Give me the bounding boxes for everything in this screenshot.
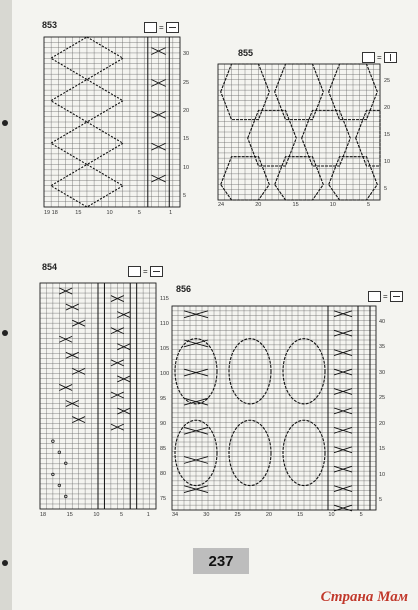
row-number: 80 [160, 471, 167, 478]
column-number: 15 [66, 512, 73, 518]
row-number: 20 [384, 104, 391, 111]
chart-853-legend: = [144, 22, 179, 33]
column-number: 25 [234, 512, 241, 518]
column-number: 5 [367, 202, 371, 208]
chart-853-label: 853 [42, 20, 58, 30]
column-number: 20 [255, 202, 262, 208]
binding-hole [2, 330, 8, 336]
chart-854-col-numbers [40, 512, 156, 520]
grid-lines [44, 37, 180, 207]
row-number: 10 [183, 164, 190, 171]
column-number: 15 [297, 512, 304, 518]
row-number: 10 [384, 159, 391, 166]
chart-855-grid [218, 64, 380, 200]
chart-854-label: 854 [42, 262, 58, 272]
row-number: 25 [183, 79, 190, 86]
row-number: 90 [160, 421, 167, 428]
column-number: 19 18 [44, 210, 58, 216]
column-number: 18 [40, 512, 47, 518]
column-number: 10 [328, 512, 335, 518]
legend-purl-symbol [150, 266, 163, 277]
chart-856-row-numbers [378, 306, 392, 510]
column-number: 10 [106, 210, 113, 216]
chart-856-legend: = [368, 291, 403, 302]
row-number: 30 [183, 51, 190, 58]
chart-853-col-numbers [44, 210, 180, 218]
row-number: 20 [379, 420, 386, 427]
column-number: 30 [203, 512, 210, 518]
binding-hole [2, 560, 8, 566]
chart-855-row-numbers [383, 64, 397, 200]
row-number: 20 [183, 107, 190, 114]
column-number: 10 [329, 202, 336, 208]
chart-854-legend: = [128, 266, 163, 277]
row-number: 105 [160, 345, 170, 352]
column-number: 24 [218, 202, 225, 208]
row-number: 100 [160, 370, 170, 377]
row-number: 85 [160, 446, 167, 453]
row-number: 5 [379, 497, 383, 504]
chart-855-label: 855 [238, 48, 254, 58]
row-number: 95 [160, 396, 167, 402]
grid-lines [218, 64, 380, 200]
chart-856-label: 856 [176, 284, 192, 294]
column-number: 34 [172, 512, 179, 518]
legend-empty-cell [368, 291, 381, 302]
row-number: 40 [379, 318, 386, 325]
row-number: 15 [379, 446, 386, 453]
column-number: 5 [359, 512, 363, 518]
row-number: 75 [160, 496, 167, 503]
column-number: 15 [75, 210, 82, 216]
chart-854-grid [40, 283, 156, 509]
grid-lines [172, 306, 376, 510]
legend-empty-cell [362, 52, 375, 63]
page-number: 237 [193, 548, 249, 574]
book-binding [0, 0, 12, 610]
legend-purl-symbol [166, 22, 179, 33]
column-number: 10 [93, 512, 100, 518]
chart-855-legend: = [362, 52, 397, 63]
row-number: 5 [384, 186, 388, 193]
column-number: 5 [120, 512, 124, 518]
row-number: 25 [384, 77, 391, 84]
row-number: 25 [379, 395, 386, 402]
row-number: 30 [379, 369, 386, 376]
row-number: 5 [183, 192, 187, 199]
row-number: 35 [379, 344, 386, 351]
chart-853-grid [44, 37, 180, 207]
row-number: 15 [183, 136, 190, 143]
chart-853-row-numbers [182, 37, 196, 207]
book-page [12, 0, 418, 610]
chart-856-grid [172, 306, 376, 510]
row-number: 10 [379, 471, 386, 478]
site-watermark: Страна Мам [320, 589, 408, 605]
column-number: 20 [265, 512, 272, 518]
legend-knit-symbol [384, 52, 397, 63]
legend-empty-cell [128, 266, 141, 277]
column-number: 15 [292, 202, 299, 208]
column-number: 5 [137, 210, 141, 216]
row-number: 115 [160, 295, 169, 302]
chart-855-col-numbers [218, 202, 380, 210]
row-number: 110 [160, 320, 169, 327]
legend-empty-cell [144, 22, 157, 33]
row-number: 15 [384, 132, 391, 138]
honeycomb-cell [356, 110, 380, 166]
chart-856-col-numbers [172, 512, 376, 520]
binding-hole [2, 120, 8, 126]
column-number: 1 [146, 512, 150, 518]
column-number: 1 [169, 210, 173, 216]
legend-purl-symbol [390, 291, 403, 302]
